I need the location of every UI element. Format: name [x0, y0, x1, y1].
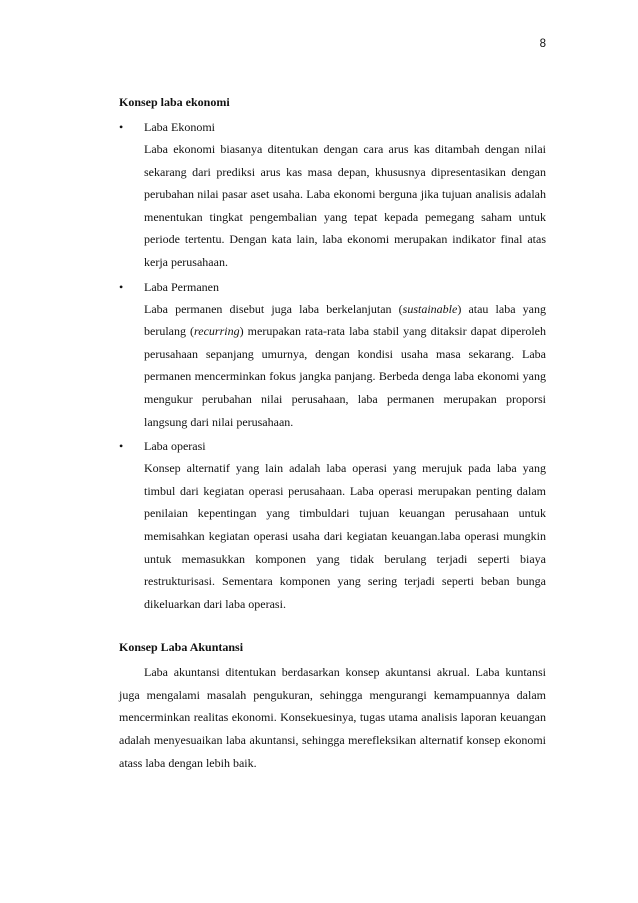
bullet-item-laba-operasi	[119, 435, 546, 615]
page-content	[119, 92, 546, 774]
paragraph-text: ) atau laba yang berulang (	[144, 301, 546, 339]
bullet-icon: •	[119, 439, 124, 454]
bullet-icon: •	[119, 120, 124, 134]
bullet-title: Laba Ekonomi	[144, 120, 215, 134]
paragraph-text: ) merupakan rata-rata laba stabil yang ditaksir dapat diperoleh perusahaan sepanjang umurnya, dengan kondisi usaha masa sekarang. Laba permanen mencerminkan fokus jangka panjang. Berbeda denga laba ekonomi yang mengukur perubahan nilai perusahaan, laba permanen merupakan proporsi langsung dari nilai perusahaan.	[144, 324, 546, 429]
bullet-title: Laba operasi	[144, 439, 206, 454]
bullet-item-laba-ekonomi	[119, 116, 546, 274]
bullet-title: Laba Permanen	[144, 279, 219, 294]
italic-term: recurring	[194, 324, 240, 339]
section-paragraph: Laba akuntansi ditentukan berdasarkan konsep akuntansi akrual. Laba kuntansi juga mengalami masalah pengukuran, sehingga mengurangi kemampuannya dalam mencerminkan realitas ekonomi. Konsekuesinya, tugas utama analisis laporan keuangan adalah menyesuaikan laba akuntansi, sehingga merefleksikan alternatif konsep ekonomi atass laba dengan lebih baik.	[119, 665, 546, 770]
page-number: 8	[539, 38, 546, 50]
bullet-paragraph: Laba ekonomi biasanya ditentukan dengan cara arus kas ditambah dengan nilai sekarang dari prediksi arus kas masa depan, khususnya dipresentasikan dengan perubahan nilai pasar aset usaha. Laba ekonomi berguna jika tujuan analisis adalah menentukan tingkat pengembalian yang tepat kepada pemegang saham untuk periode tertentu. Dengan kata lain, laba ekonomi merupakan indikator final atas kerja perusahaan.	[144, 142, 546, 269]
section-heading-laba-ekonomi: Konsep laba ekonomi	[119, 95, 230, 109]
section-heading-laba-akuntansi: Konsep Laba Akuntansi	[119, 640, 244, 655]
bullet-icon: •	[119, 279, 124, 294]
italic-term: sustainable	[402, 301, 458, 316]
bullet-item-laba-permanen	[119, 276, 546, 434]
paragraph-text: Laba permanen disebut juga laba berkelanjutan (	[144, 301, 403, 316]
bullet-paragraph	[144, 298, 546, 434]
bullet-paragraph: Konsep alternatif yang lain adalah laba operasi yang merujuk pada laba yang timbul dari kegiatan operasi perusahaan. Laba operasi merupakan penting dalam penilaian kepentingan yang timbuldari tujuan keuangan perusahaan untuk memisahkan kegiatan operasi usaha dari kegiatan keuangan.laba operasi mungkin untuk memasukkan komponen yang tidak berulang terjadi seperti biaya restrukturisasi. Sementara komponen yang sering terjadi seperti beban bunga dikeluarkan dari laba operasi.	[144, 461, 546, 611]
